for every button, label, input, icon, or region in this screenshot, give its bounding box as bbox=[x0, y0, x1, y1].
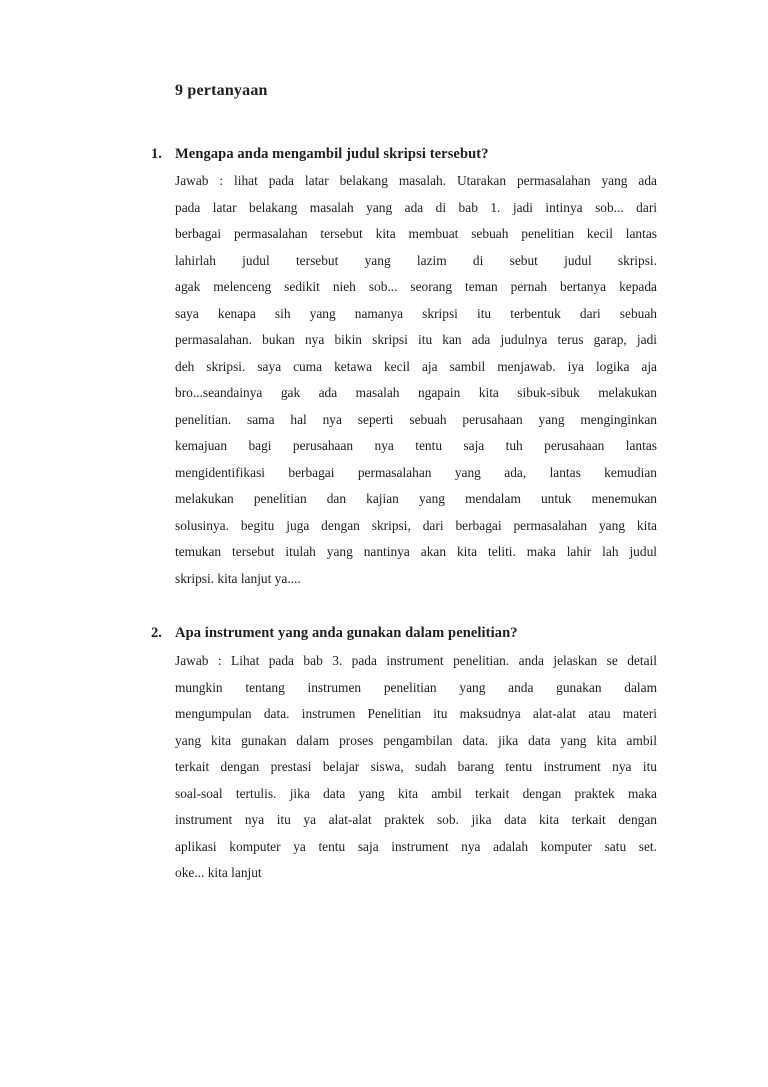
answer-line: mengumpulan data. instrumen Penelitian itu maksudnya alat-alat atau materi bbox=[175, 706, 657, 721]
question-2-answer bbox=[175, 648, 657, 887]
question-1-text: Mengapa anda mengambil judul skripsi tersebut? bbox=[175, 146, 489, 162]
question-1-number: 1. bbox=[151, 146, 162, 162]
answer-line: Jawab : lihat pada latar belakang masalah. Utarakan permasalahan yang ada bbox=[175, 173, 657, 188]
answer-line: Jawab : Lihat pada bab 3. pada instrument penelitian. anda jelaskan se detail bbox=[175, 653, 657, 668]
answer-line: bro...seandainya gak ada masalah ngapain kita sibuk-sibuk melakukan bbox=[175, 385, 657, 400]
answer-line: temukan tersebut itulah yang nantinya akan kita teliti. maka lahir lah judul bbox=[175, 544, 657, 559]
answer-line: melakukan penelitian dan kajian yang mendalam untuk menemukan bbox=[175, 491, 657, 506]
question-2-text: Apa instrument yang anda gunakan dalam penelitian? bbox=[175, 625, 518, 641]
answer-line: aplikasi komputer ya tentu saja instrument nya adalah komputer satu set. bbox=[175, 838, 657, 854]
answer-line: pada latar belakang masalah yang ada di bab 1. jadi intinya sob... dari bbox=[175, 199, 657, 215]
question-2-number: 2. bbox=[151, 625, 162, 641]
answer-line: terkait dengan prestasi belajar siswa, sudah barang tentu instrument nya itu bbox=[175, 759, 657, 774]
answer-line: deh skripsi. saya cuma ketawa kecil aja sambil menjawab. iya logika aja bbox=[175, 358, 657, 374]
answer-line: agak melenceng sedikit nieh sob... seorang teman pernah bertanya kepada bbox=[175, 279, 657, 294]
answer-line: oke... kita lanjut bbox=[175, 865, 262, 880]
page-heading: 9 pertanyaan bbox=[175, 82, 268, 99]
answer-line: saya kenapa sih yang namanya skripsi itu terbentuk dari sebuah bbox=[175, 305, 657, 321]
answer-line: soal-soal tertulis. jika data yang kita ambil terkait dengan praktek maka bbox=[175, 785, 657, 801]
answer-line: lahirlah judul tersebut yang lazim di sebut judul skripsi. bbox=[175, 252, 657, 268]
answer-line: yang kita gunakan dalam proses pengambilan data. jika data yang kita ambil bbox=[175, 732, 657, 748]
answer-line: instrument nya itu ya alat-alat praktek sob. jika data kita terkait dengan bbox=[175, 812, 657, 827]
question-1-answer bbox=[175, 168, 657, 592]
answer-line: kemajuan bagi perusahaan nya tentu saja tuh perusahaan lantas bbox=[175, 438, 657, 453]
answer-line: mengidentifikasi berbagai permasalahan yang ada, lantas kemudian bbox=[175, 464, 657, 480]
answer-line: solusinya. begitu juga dengan skripsi, dari berbagai permasalahan yang kita bbox=[175, 517, 657, 533]
answer-line: penelitian. sama hal nya seperti sebuah perusahaan yang menginginkan bbox=[175, 411, 657, 427]
answer-line: mungkin tentang instrumen penelitian yang anda gunakan dalam bbox=[175, 679, 657, 695]
answer-line: skripsi. kita lanjut ya.... bbox=[175, 570, 301, 586]
answer-line: berbagai permasalahan tersebut kita membuat sebuah penelitian kecil lantas bbox=[175, 226, 657, 241]
answer-line: permasalahan. bukan nya bikin skripsi itu kan ada judulnya terus garap, jadi bbox=[175, 332, 657, 347]
